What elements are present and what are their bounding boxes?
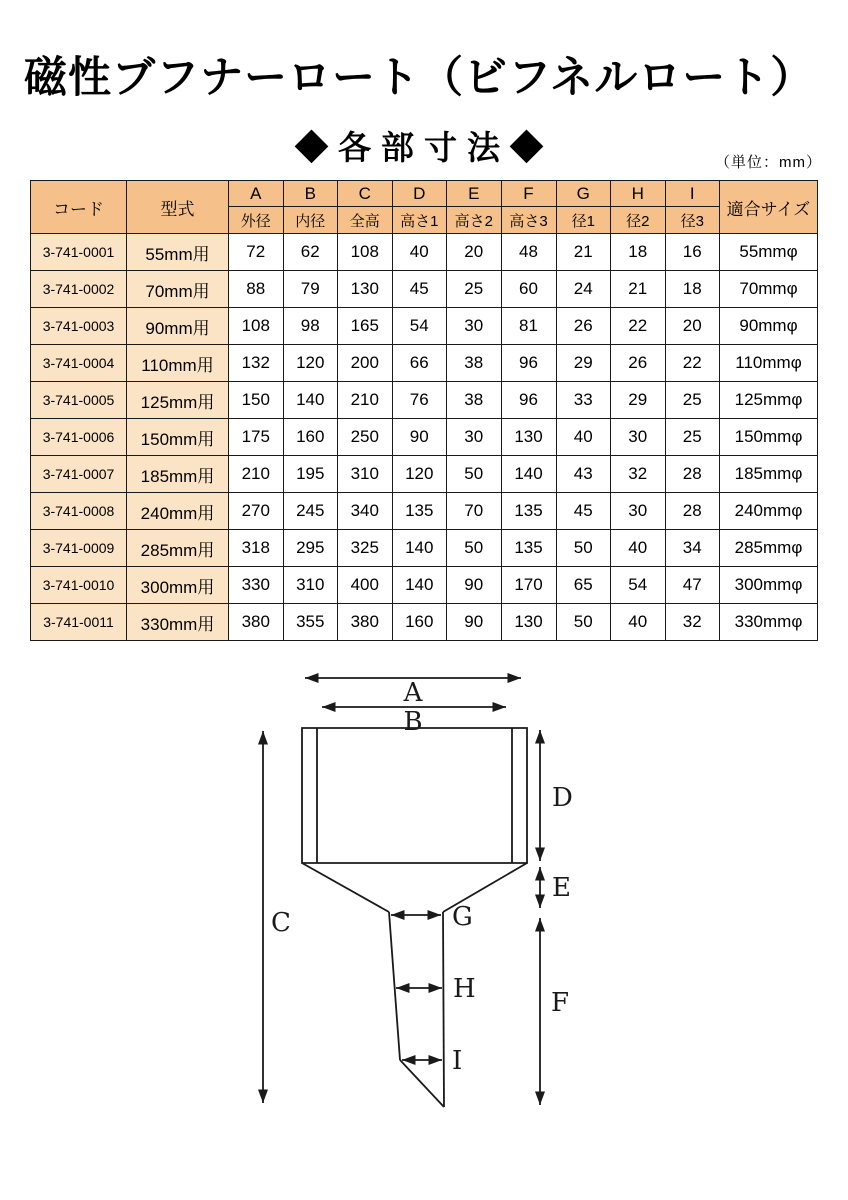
table-row (31, 345, 818, 382)
cell-dimension-value: 16 (665, 234, 720, 271)
col-header-name-a: 外径 (229, 207, 284, 234)
cell-dimension-value: 310 (283, 567, 338, 604)
cell-dimension-value: 325 (338, 530, 393, 567)
cell-dimension-value: 25 (447, 271, 502, 308)
cell-dimension-value: 43 (556, 456, 611, 493)
cell-dimension-value: 132 (229, 345, 284, 382)
cell-dimension-value: 50 (556, 530, 611, 567)
cell-dimension-value: 90 (447, 604, 502, 641)
cell-code: 3-741-0007 (31, 456, 127, 493)
cell-dimension-value: 135 (501, 530, 556, 567)
funnel-cone-left (302, 863, 389, 912)
cell-dimension-value: 54 (392, 308, 447, 345)
cell-dimension-value: 22 (611, 308, 666, 345)
cell-fit-size: 55mmφ (720, 234, 818, 271)
cell-code: 3-741-0006 (31, 419, 127, 456)
col-header-letter-a: A (229, 181, 284, 207)
cell-dimension-value: 45 (556, 493, 611, 530)
table-row (31, 419, 818, 456)
dimension-arrows (263, 678, 540, 1105)
cell-model: 300mm用 (127, 567, 229, 604)
dim-label-h: H (453, 974, 476, 1004)
cell-dimension-value: 130 (338, 271, 393, 308)
cell-dimension-value: 66 (392, 345, 447, 382)
cell-dimension-value: 62 (283, 234, 338, 271)
cell-dimension-value: 40 (556, 419, 611, 456)
cell-dimension-value: 20 (447, 234, 502, 271)
cell-dimension-value: 165 (338, 308, 393, 345)
cell-dimension-value: 135 (392, 493, 447, 530)
cell-code: 3-741-0009 (31, 530, 127, 567)
dimensions-table-body (31, 234, 818, 641)
col-header-fit-size: 適合サイズ (720, 181, 818, 234)
cell-dimension-value: 28 (665, 456, 720, 493)
cell-dimension-value: 140 (392, 530, 447, 567)
cell-dimension-value: 45 (392, 271, 447, 308)
cell-dimension-value: 32 (665, 604, 720, 641)
cell-fit-size: 185mmφ (720, 456, 818, 493)
col-header-letter-i: I (665, 181, 720, 207)
cell-dimension-value: 33 (556, 382, 611, 419)
dim-label-a: A (403, 678, 423, 708)
cell-code: 3-741-0008 (31, 493, 127, 530)
cell-dimension-value: 160 (392, 604, 447, 641)
cell-fit-size: 110mmφ (720, 345, 818, 382)
col-header-name-g: 径1 (556, 207, 611, 234)
cell-dimension-value: 120 (392, 456, 447, 493)
cell-fit-size: 240mmφ (720, 493, 818, 530)
cell-dimension-value: 40 (392, 234, 447, 271)
cell-model: 70mm用 (127, 271, 229, 308)
col-header-name-c: 全高 (338, 207, 393, 234)
cell-dimension-value: 32 (611, 456, 666, 493)
cell-dimension-value: 400 (338, 567, 393, 604)
col-header-name-e: 高さ2 (447, 207, 502, 234)
cell-dimension-value: 140 (392, 567, 447, 604)
cell-dimension-value: 140 (501, 456, 556, 493)
cell-dimension-value: 18 (611, 234, 666, 271)
col-header-name-b: 内径 (283, 207, 338, 234)
cell-dimension-value: 24 (556, 271, 611, 308)
cell-dimension-value: 50 (447, 456, 502, 493)
cell-dimension-value: 90 (392, 419, 447, 456)
cell-dimension-value: 140 (283, 382, 338, 419)
cell-dimension-value: 130 (501, 419, 556, 456)
dim-label-f: F (551, 988, 570, 1018)
cell-dimension-value: 60 (501, 271, 556, 308)
cell-dimension-value: 22 (665, 345, 720, 382)
cell-dimension-value: 195 (283, 456, 338, 493)
dim-label-e: E (552, 873, 571, 903)
cell-model: 90mm用 (127, 308, 229, 345)
funnel-stem-left (389, 912, 400, 1060)
cell-dimension-value: 250 (338, 419, 393, 456)
table-row (31, 604, 818, 641)
cell-dimension-value: 38 (447, 345, 502, 382)
cell-dimension-value: 330 (229, 567, 284, 604)
cell-dimension-value: 25 (665, 419, 720, 456)
dim-label-g: G (452, 902, 473, 932)
cell-dimension-value: 48 (501, 234, 556, 271)
cell-dimension-value: 310 (338, 456, 393, 493)
cell-dimension-value: 29 (556, 345, 611, 382)
table-row (31, 271, 818, 308)
table-row (31, 493, 818, 530)
cell-dimension-value: 210 (338, 382, 393, 419)
cell-code: 3-741-0001 (31, 234, 127, 271)
cell-dimension-value: 28 (665, 493, 720, 530)
cell-dimension-value: 270 (229, 493, 284, 530)
cell-fit-size: 125mmφ (720, 382, 818, 419)
cell-dimension-value: 65 (556, 567, 611, 604)
funnel-outline (302, 728, 527, 1107)
cell-dimension-value: 30 (611, 493, 666, 530)
table-row (31, 308, 818, 345)
cell-dimension-value: 50 (447, 530, 502, 567)
cell-dimension-value: 18 (665, 271, 720, 308)
cell-dimension-value: 38 (447, 382, 502, 419)
col-header-letter-c: C (338, 181, 393, 207)
cell-dimension-value: 96 (501, 345, 556, 382)
cell-fit-size: 285mmφ (720, 530, 818, 567)
cell-dimension-value: 340 (338, 493, 393, 530)
cell-code: 3-741-0011 (31, 604, 127, 641)
col-header-letter-g: G (556, 181, 611, 207)
table-row (31, 530, 818, 567)
cell-dimension-value: 150 (229, 382, 284, 419)
cell-fit-size: 300mmφ (720, 567, 818, 604)
cell-dimension-value: 355 (283, 604, 338, 641)
cell-model: 240mm用 (127, 493, 229, 530)
cell-dimension-value: 34 (665, 530, 720, 567)
cell-model: 125mm用 (127, 382, 229, 419)
cell-dimension-value: 108 (338, 234, 393, 271)
col-header-name-d: 高さ1 (392, 207, 447, 234)
cell-model: 150mm用 (127, 419, 229, 456)
col-header-letter-b: B (283, 181, 338, 207)
cell-dimension-value: 318 (229, 530, 284, 567)
col-header-name-f: 高さ3 (501, 207, 556, 234)
cell-code: 3-741-0005 (31, 382, 127, 419)
table-row (31, 567, 818, 604)
cell-dimension-value: 26 (611, 345, 666, 382)
table-row (31, 234, 818, 271)
cell-model: 330mm用 (127, 604, 229, 641)
cell-dimension-value: 54 (611, 567, 666, 604)
cell-dimension-value: 20 (665, 308, 720, 345)
dim-label-i: I (452, 1046, 463, 1076)
cell-dimension-value: 96 (501, 382, 556, 419)
cell-dimension-value: 81 (501, 308, 556, 345)
cell-dimension-value: 40 (611, 604, 666, 641)
cell-dimension-value: 76 (392, 382, 447, 419)
col-header-letter-d: D (392, 181, 447, 207)
cell-fit-size: 330mmφ (720, 604, 818, 641)
dim-label-c: C (271, 908, 291, 938)
col-header-letter-e: E (447, 181, 502, 207)
cell-dimension-value: 72 (229, 234, 284, 271)
cell-dimension-value: 160 (283, 419, 338, 456)
col-header-letter-h: H (611, 181, 666, 207)
funnel-stem-bevel (400, 1060, 444, 1107)
funnel-cup (302, 728, 527, 863)
cell-model: 285mm用 (127, 530, 229, 567)
col-header-name-i: 径3 (665, 207, 720, 234)
dimensions-table (30, 180, 818, 641)
cell-dimension-value: 108 (229, 308, 284, 345)
cell-dimension-value: 30 (611, 419, 666, 456)
cell-dimension-value: 50 (556, 604, 611, 641)
cell-dimension-value: 98 (283, 308, 338, 345)
cell-dimension-value: 380 (338, 604, 393, 641)
cell-dimension-value: 130 (501, 604, 556, 641)
col-header-name-h: 径2 (611, 207, 666, 234)
cell-dimension-value: 295 (283, 530, 338, 567)
cell-dimension-value: 79 (283, 271, 338, 308)
page-title: 磁性ブフナーロート（ビフネルロート） (24, 54, 815, 102)
cell-dimension-value: 47 (665, 567, 720, 604)
cell-dimension-value: 245 (283, 493, 338, 530)
dim-label-d: D (552, 783, 573, 813)
cell-dimension-value: 380 (229, 604, 284, 641)
cell-dimension-value: 30 (447, 308, 502, 345)
col-header-code: コード (31, 181, 127, 234)
cell-dimension-value: 200 (338, 345, 393, 382)
cell-dimension-value: 88 (229, 271, 284, 308)
cell-code: 3-741-0010 (31, 567, 127, 604)
funnel-stem-right (443, 912, 444, 1107)
cell-code: 3-741-0004 (31, 345, 127, 382)
cell-model: 185mm用 (127, 456, 229, 493)
cell-code: 3-741-0002 (31, 271, 127, 308)
cell-dimension-value: 25 (665, 382, 720, 419)
cell-model: 55mm用 (127, 234, 229, 271)
dim-label-b: B (403, 707, 423, 737)
cell-fit-size: 150mmφ (720, 419, 818, 456)
cell-dimension-value: 175 (229, 419, 284, 456)
cell-dimension-value: 30 (447, 419, 502, 456)
cell-dimension-value: 90 (447, 567, 502, 604)
unit-note: （単位：mm） (715, 154, 822, 171)
section-heading: ◆各部寸法◆ (295, 129, 553, 166)
cell-fit-size: 90mmφ (720, 308, 818, 345)
col-header-letter-f: F (501, 181, 556, 207)
cell-code: 3-741-0003 (31, 308, 127, 345)
cell-dimension-value: 210 (229, 456, 284, 493)
table-row (31, 382, 818, 419)
cell-dimension-value: 26 (556, 308, 611, 345)
cell-dimension-value: 70 (447, 493, 502, 530)
cell-dimension-value: 29 (611, 382, 666, 419)
cell-dimension-value: 170 (501, 567, 556, 604)
cell-model: 110mm用 (127, 345, 229, 382)
table-header-row-letters (31, 181, 818, 207)
table-row (31, 456, 818, 493)
cell-dimension-value: 40 (611, 530, 666, 567)
cell-fit-size: 70mmφ (720, 271, 818, 308)
cell-dimension-value: 135 (501, 493, 556, 530)
funnel-diagram (0, 650, 848, 1200)
cell-dimension-value: 21 (611, 271, 666, 308)
cell-dimension-value: 120 (283, 345, 338, 382)
col-header-model: 型式 (127, 181, 229, 234)
cell-dimension-value: 21 (556, 234, 611, 271)
